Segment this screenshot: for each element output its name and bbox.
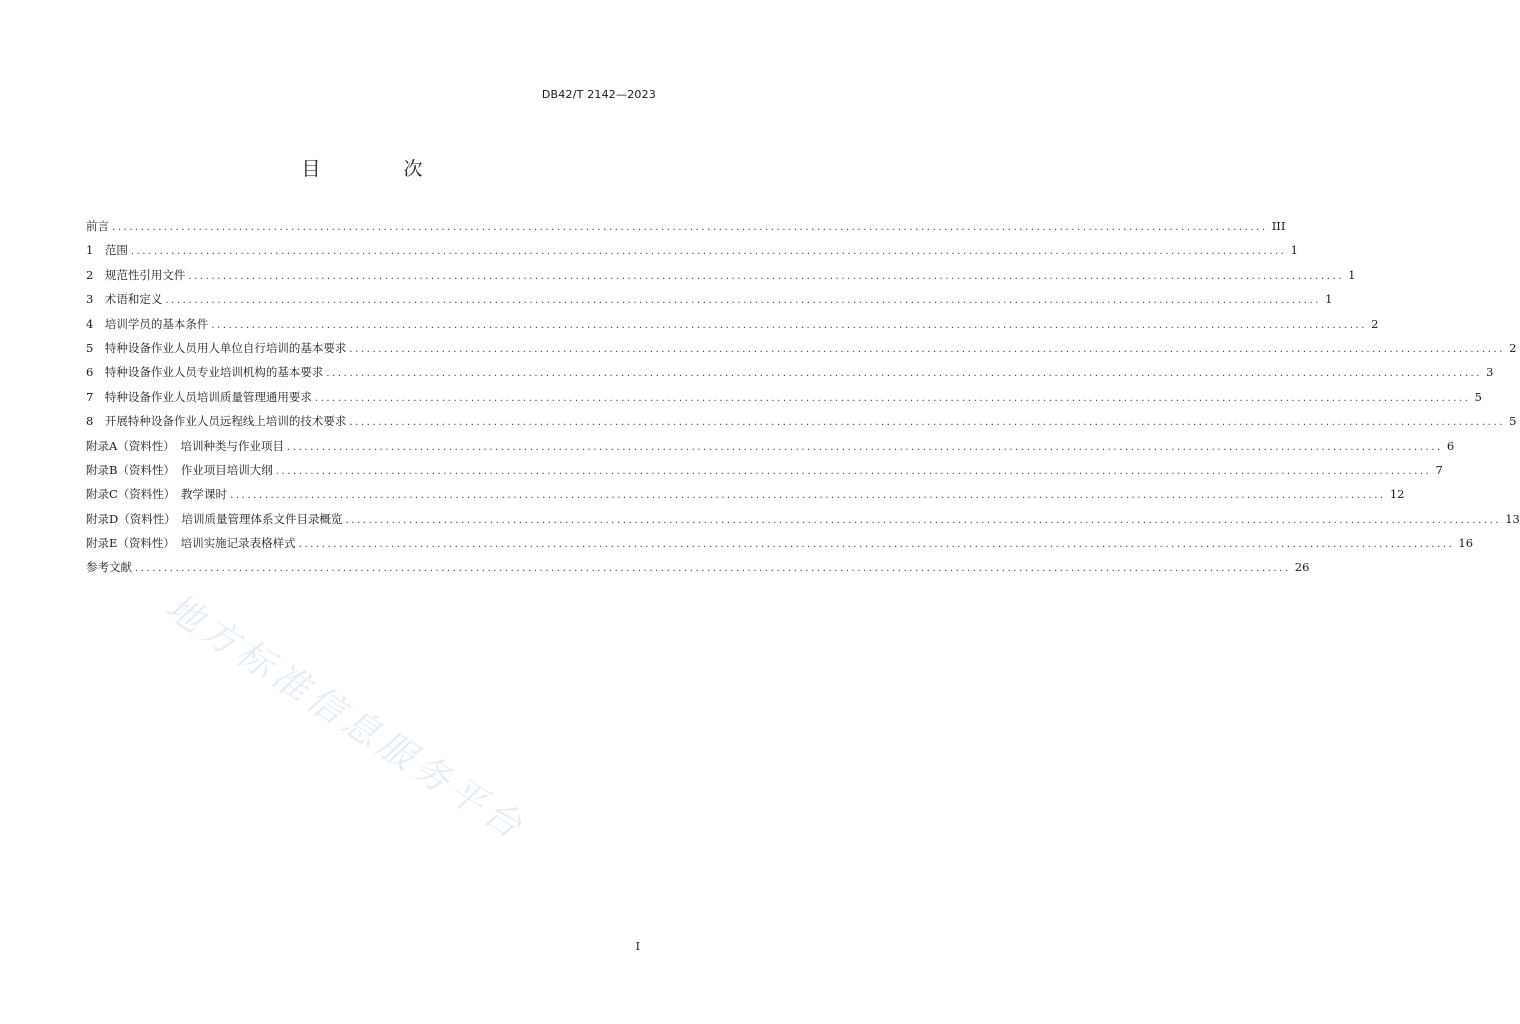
toc-leader-dots: ........................................................................................................................................................................................................ [112,222,1268,233]
toc-entry[interactable] [86,511,1520,535]
toc-leader-dots: ........................................................................................................................................................................................................ [298,539,1455,551]
toc-leader-dots: ........................................................................................................................................................................................................ [230,490,1386,502]
toc-title: 目 次 [301,158,455,180]
toc-entry-page: 1 [1325,292,1333,307]
toc-leader-dots: ........................................................................................................................................................................................................ [326,368,1483,380]
page-number: I [635,940,640,953]
toc-entry-label: 4 培训学员的基本条件 [86,316,209,331]
toc-entry-page: 2 [1509,340,1517,355]
toc-entry-page: 2 [1371,316,1379,331]
toc-entry-label: 5 特种设备作业人员用人单位自行培训的基本要求 [86,340,347,355]
toc-leader-dots: ........................................................................................................................................................................................................ [287,441,1443,453]
toc-entry[interactable] [86,535,1474,559]
toc-entry[interactable] [86,462,1443,486]
toc-entry-label: 7 特种设备作业人员培训质量管理通用要求 [86,389,312,404]
toc-entry-label: 附录C（资料性） 教学课时 [86,487,228,502]
toc-leader-dots: ........................................................................................................................................................................................................ [345,514,1502,526]
toc-entry-page: 16 [1458,536,1474,551]
toc-leader-dots: ........................................................................................................................................................................................................ [275,465,1432,477]
toc-entry-label: 附录D（资料性） 培训质量管理体系文件目录概览 [86,511,343,526]
toc-entry-label: 1 范围 [86,243,128,258]
toc-entry-page: III [1271,219,1286,233]
toc-entry[interactable] [86,340,1517,364]
toc-entry-label: 附录B（资料性） 作业项目培训大纲 [86,462,273,477]
toc-leader-dots: ........................................................................................................................................................................................................ [211,319,1368,331]
toc-leader-dots: ........................................................................................................................................................................................................ [165,295,1322,307]
document-code: DB42/T 2142—2023 [541,88,656,101]
toc-entry-label: 8 开展特种设备作业人员远程线上培训的技术要求 [86,414,347,429]
toc-entry-label: 2 规范性引用文件 [86,267,186,282]
toc-entry-page: 12 [1389,487,1405,502]
toc-entry-page: 7 [1435,462,1443,477]
toc-entry-page: 5 [1509,414,1517,429]
toc-entry-page: 6 [1446,438,1455,453]
toc-entry-page: 1 [1290,243,1298,258]
toc-entry[interactable] [86,267,1356,291]
toc-entry[interactable] [86,242,1298,266]
toc-entry-label: 6 特种设备作业人员专业培训机构的基本要求 [86,365,324,380]
toc-entry-label: 前言 [86,219,109,233]
toc-entry-label: 参考文献 [86,560,132,575]
toc-leader-dots: ........................................................................................................................................................................................................ [130,246,1287,258]
toc-entry[interactable] [86,389,1482,413]
toc-entry-label: 3 术语和定义 [86,292,163,307]
toc-entry-page: 13 [1505,511,1520,526]
toc-entry-page: 5 [1474,389,1482,404]
toc-entry-page: 26 [1294,560,1310,575]
toc-entry-page: 3 [1486,365,1494,380]
toc-entry[interactable] [86,218,1286,242]
toc-entry[interactable] [86,559,1310,583]
toc-leader-dots: ........................................................................................................................................................................................................ [135,563,1291,575]
toc-entry-page: 1 [1348,267,1356,282]
toc-entry-label: 附录E（资料性） 培训实施记录表格样式 [86,536,296,551]
toc-entry[interactable] [86,364,1494,388]
toc-leader-dots: ........................................................................................................................................................................................................ [188,270,1345,282]
toc-entry-label: 附录A（资料性） 培训种类与作业项目 [86,438,285,453]
toc-entry[interactable] [86,486,1405,510]
toc-entry[interactable] [86,291,1333,315]
toc-entry[interactable] [86,316,1379,340]
toc-leader-dots: ........................................................................................................................................................................................................ [349,343,1506,355]
watermark: 地方标准信息服务平台 [158,586,533,850]
table-of-contents [86,218,1520,584]
toc-leader-dots: ........................................................................................................................................................................................................ [314,392,1471,404]
toc-leader-dots: ........................................................................................................................................................................................................ [349,417,1506,429]
toc-entry[interactable] [86,413,1517,437]
toc-entry[interactable] [86,438,1455,462]
